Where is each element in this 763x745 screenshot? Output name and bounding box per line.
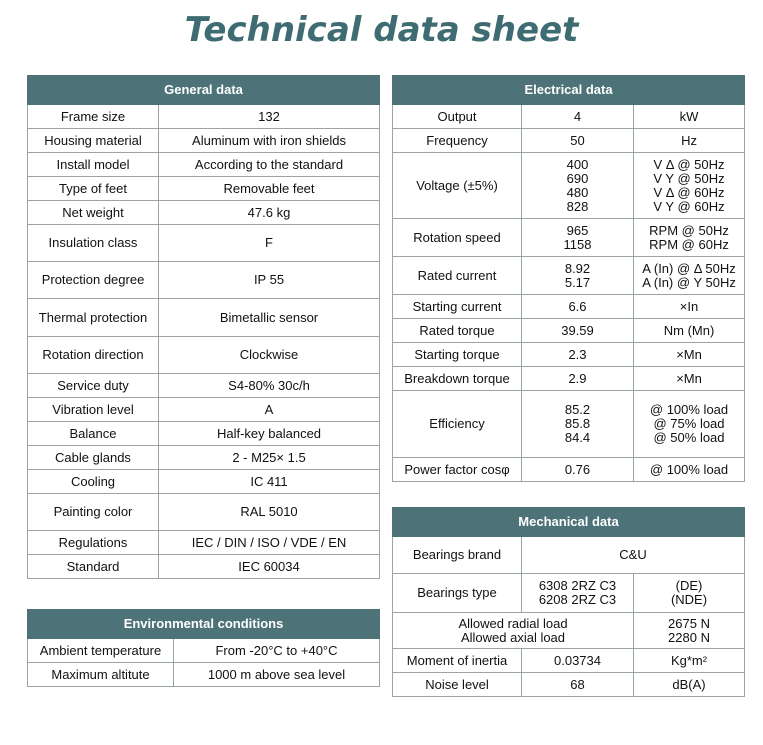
row-unit: A (In) @ Δ 50Hz A (In) @ Y 50Hz [634,257,745,295]
electrical-data-header: Electrical data [393,76,745,105]
row-unit: Kg*m² [634,649,745,673]
row-label: Protection degree [28,262,159,299]
row-value: 50 [522,129,634,153]
row-label: Service duty [28,374,159,398]
table-row [28,262,380,299]
row-value: 6308 2RZ C3 6208 2RZ C3 [522,574,634,613]
table-row [28,299,380,337]
row-label: Voltage (±5%) [393,153,522,219]
row-value: 2 - M25× 1.5 [159,446,380,470]
row-unit: @ 100% load [634,458,745,482]
row-value: Half-key balanced [159,422,380,446]
row-label: Vibration level [28,398,159,422]
row-unit: (DE) (NDE) [634,574,745,613]
table-row [28,374,380,398]
general-data-header: General data [28,76,380,105]
mechanical-data-table [392,507,745,697]
table-row [393,574,745,613]
row-value: 2.3 [522,343,634,367]
row-value: 132 [159,105,380,129]
row-value: Clockwise [159,337,380,374]
row-label: Cooling [28,470,159,494]
table-row [28,153,380,177]
table-row [28,422,380,446]
row-label: Frame size [28,105,159,129]
row-label: Cable glands [28,446,159,470]
table-row [28,446,380,470]
table-row [28,337,380,374]
row-value: 39.59 [522,319,634,343]
table-row [393,129,745,153]
environment-header: Environmental conditions [28,610,380,639]
row-label: Allowed radial load Allowed axial load [393,613,634,649]
row-label: Rotation direction [28,337,159,374]
table-row [393,458,745,482]
row-label: Output [393,105,522,129]
row-label: Install model [28,153,159,177]
table-row [28,470,380,494]
table-row [28,663,380,687]
row-value: A [159,398,380,422]
table-row [393,613,745,649]
table-row [393,343,745,367]
row-value: IEC / DIN / ISO / VDE / EN [159,531,380,555]
row-label: Painting color [28,494,159,531]
row-unit: @ 100% load @ 75% load @ 50% load [634,391,745,458]
table-row [28,225,380,262]
row-value: IC 411 [159,470,380,494]
row-label: Insulation class [28,225,159,262]
table-row [393,319,745,343]
table-row [393,649,745,673]
row-label: Housing material [28,129,159,153]
table-row [393,673,745,697]
row-label: Rated current [393,257,522,295]
row-unit: kW [634,105,745,129]
environment-table [27,609,380,687]
row-unit: RPM @ 50Hz RPM @ 60Hz [634,219,745,257]
mechanical-data-header: Mechanical data [393,508,745,537]
row-value: Removable feet [159,177,380,201]
table-row [28,129,380,153]
row-label: Frequency [393,129,522,153]
row-value: 2675 N 2280 N [634,613,745,649]
table-row [28,555,380,579]
row-label: Starting torque [393,343,522,367]
table-row [28,201,380,225]
row-label: Noise level [393,673,522,697]
row-value: 8.92 5.17 [522,257,634,295]
table-row [393,153,745,219]
row-value: 47.6 kg [159,201,380,225]
row-value: 0.76 [522,458,634,482]
row-value: F [159,225,380,262]
row-value: 400 690 480 828 [522,153,634,219]
table-row [28,494,380,531]
row-value: S4-80% 30c/h [159,374,380,398]
row-value: According to the standard [159,153,380,177]
row-unit: Nm (Mn) [634,319,745,343]
table-row [393,537,745,574]
page-title: Technical data sheet [184,10,579,50]
row-value: 68 [522,673,634,697]
table-row [28,531,380,555]
general-data-table [27,75,380,579]
row-label: Thermal protection [28,299,159,337]
table-row [393,219,745,257]
row-unit: V Δ @ 50Hz V Y @ 50Hz V Δ @ 60Hz V Y @ 60Hz [634,153,745,219]
row-value: Aluminum with iron shields [159,129,380,153]
row-value: 0.03734 [522,649,634,673]
row-label: Bearings brand [393,537,522,574]
row-label: Efficiency [393,391,522,458]
row-unit: ×Mn [634,343,745,367]
row-value: From -20°C to +40°C [174,639,380,663]
table-row [393,295,745,319]
row-label: Power factor cosφ [393,458,522,482]
table-row [28,177,380,201]
row-label: Rated torque [393,319,522,343]
row-label: Rotation speed [393,219,522,257]
row-value: 85.2 85.8 84.4 [522,391,634,458]
electrical-data-table [392,75,745,482]
table-row [393,105,745,129]
row-label: Balance [28,422,159,446]
row-label: Type of feet [28,177,159,201]
row-label: Breakdown torque [393,367,522,391]
table-row [393,257,745,295]
row-value: 2.9 [522,367,634,391]
row-value: RAL 5010 [159,494,380,531]
row-label: Maximum altitute [28,663,174,687]
table-row [393,367,745,391]
row-label: Starting current [393,295,522,319]
row-label: Moment of inertia [393,649,522,673]
row-label: Bearings type [393,574,522,613]
table-row [28,105,380,129]
row-value: C&U [522,537,745,574]
table-row [28,639,380,663]
row-value: Bimetallic sensor [159,299,380,337]
row-unit: Hz [634,129,745,153]
row-unit: dB(A) [634,673,745,697]
table-row [393,391,745,458]
row-value: 6.6 [522,295,634,319]
row-value: 965 1158 [522,219,634,257]
row-label: Ambient temperature [28,639,174,663]
row-value: IP 55 [159,262,380,299]
row-unit: ×Mn [634,367,745,391]
row-unit: ×In [634,295,745,319]
row-value: 4 [522,105,634,129]
row-label: Standard [28,555,159,579]
table-row [28,398,380,422]
row-value: IEC 60034 [159,555,380,579]
row-value: 1000 m above sea level [174,663,380,687]
row-label: Regulations [28,531,159,555]
row-label: Net weight [28,201,159,225]
